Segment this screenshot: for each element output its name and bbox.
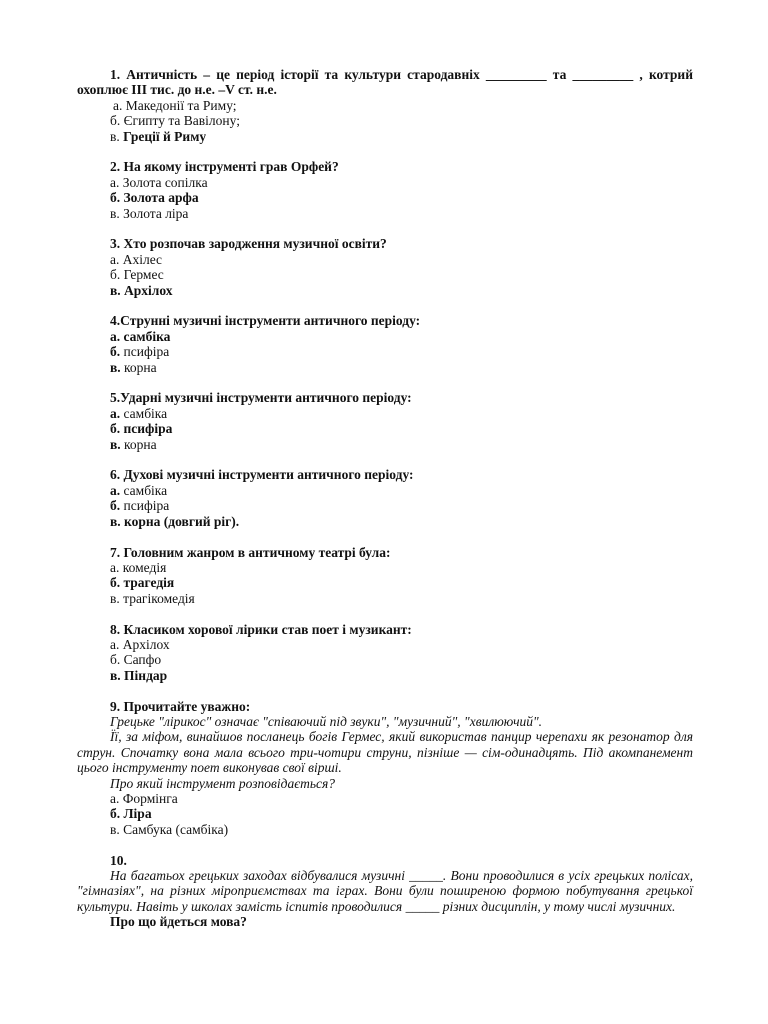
question-5-option-v [110,437,693,452]
question-2-option-b: б. Золота арфа [110,190,199,206]
question-4 [77,313,693,375]
question-4-option-v [110,360,693,375]
option-letter: в. [110,359,121,375]
document-page [77,67,693,930]
option-letter: б. [110,498,121,514]
question-5-option-a [110,406,693,421]
question-4-option-b [110,344,693,359]
option-text: корна [120,436,157,452]
option-text: Греції й Риму [119,128,207,144]
question-6-text: 6. Духові музичні інструменти античного періоду: [110,467,414,483]
question-5 [77,390,693,452]
question-5-text: 5.Ударні музичні інструменти античного періоду: [110,390,412,406]
question-2-option-a: а. Золота сопілка [110,174,208,190]
option-letter: в. [110,436,121,452]
question-1-text: 1. Античність – це період історії та культури стародавніх _________ та _________ , котрий охоплює ІІІ тис. до н.е. –V ст. н.е. [77,67,693,98]
question-1 [77,67,693,144]
option-text: корна [120,359,157,375]
question-9-option-v: в. Самбука (самбіка) [110,821,229,837]
question-7-option-v: в. трагікомедія [110,590,195,606]
question-8-option-v: в. Піндар [110,667,168,683]
option-text: псифіра [120,498,170,514]
question-5-option-b: б. псифіра [110,421,173,437]
question-1-option-b: б. Єгипту та Вавілону; [110,113,240,129]
question-7-text: 7. Головним жанром в античному театрі була: [110,544,391,560]
option-text: псифіра [120,344,170,360]
question-3 [77,236,693,298]
question-7-option-b: б. трагедія [110,575,175,591]
question-8-text: 8. Класиком хорової лірики став поет і музикант: [110,621,412,637]
question-3-option-v: в. Архілох [110,282,173,298]
question-6-option-v: в. корна (довгий ріг). [110,513,240,529]
question-9-passage-line: Грецьке "лірикос" означає "співаючий під звуки", "музичний", "хвилюючий". [110,713,543,729]
question-9-prompt: Про який інструмент розповідається? [110,775,336,791]
question-8-option-a: а. Архілох [110,636,170,652]
question-4-option-a: а. самбіка [110,328,171,344]
question-4-text: 4.Струнні музичні інструменти античного періоду: [110,313,421,329]
question-3-option-a: а. Ахілес [110,251,163,267]
question-10-passage: На багатьох грецьких заходах відбувалися музичні _____. Вони проводилися в усіх грецьких полісах, "гімназіях", на різних міроприємствах та іграх. Вони були поширеною формою побутування грецької культури. Навіть у школах замість іспитів проводилися _____ різних дисциплін, у тому числі музичних. [77,867,693,914]
question-9-passage: Її, за міфом, винайшов посланець богів Гермес, який використав панцир черепахи як резонатор для струн. Спочатку вона мала всього три-чотири струни, пізніше — сім-одинадцять. Під акомпанемент цього інструменту поет виконував свої вірші. [77,729,693,776]
option-letter: в. [110,128,120,144]
question-10-number: 10. [110,852,127,868]
option-text: самбіка [120,405,168,421]
question-10-text: Про що йдеться мова? [110,914,247,930]
option-letter: а. [110,482,121,498]
question-9-text: 9. Прочитайте уважно: [110,698,251,714]
question-8-option-b: б. Сапфо [110,652,162,668]
question-3-text: 3. Хто розпочав зародження музичної освіти? [110,236,387,252]
option-letter: б. [110,344,121,360]
question-2 [77,159,693,221]
question-8 [77,622,693,684]
question-10 [77,853,693,930]
question-2-option-v: в. Золота ліра [110,205,189,221]
option-letter: а. [110,405,121,421]
question-2-text: 2. На якому інструменті грав Орфей? [110,159,339,175]
question-9 [77,699,693,838]
question-6-option-b [110,498,693,513]
question-1-option-a: а. Македонії та Риму; [113,97,237,113]
question-6 [77,467,693,529]
question-3-option-b: б. Гермес [110,267,164,283]
question-9-option-b: б. Ліра [110,806,152,822]
question-7-option-a: а. комедія [110,559,167,575]
question-1-option-v [77,129,693,144]
option-text: самбіка [120,482,168,498]
question-9-option-a: а. Формінга [110,790,178,806]
question-6-option-a [110,483,693,498]
question-7 [77,545,693,607]
